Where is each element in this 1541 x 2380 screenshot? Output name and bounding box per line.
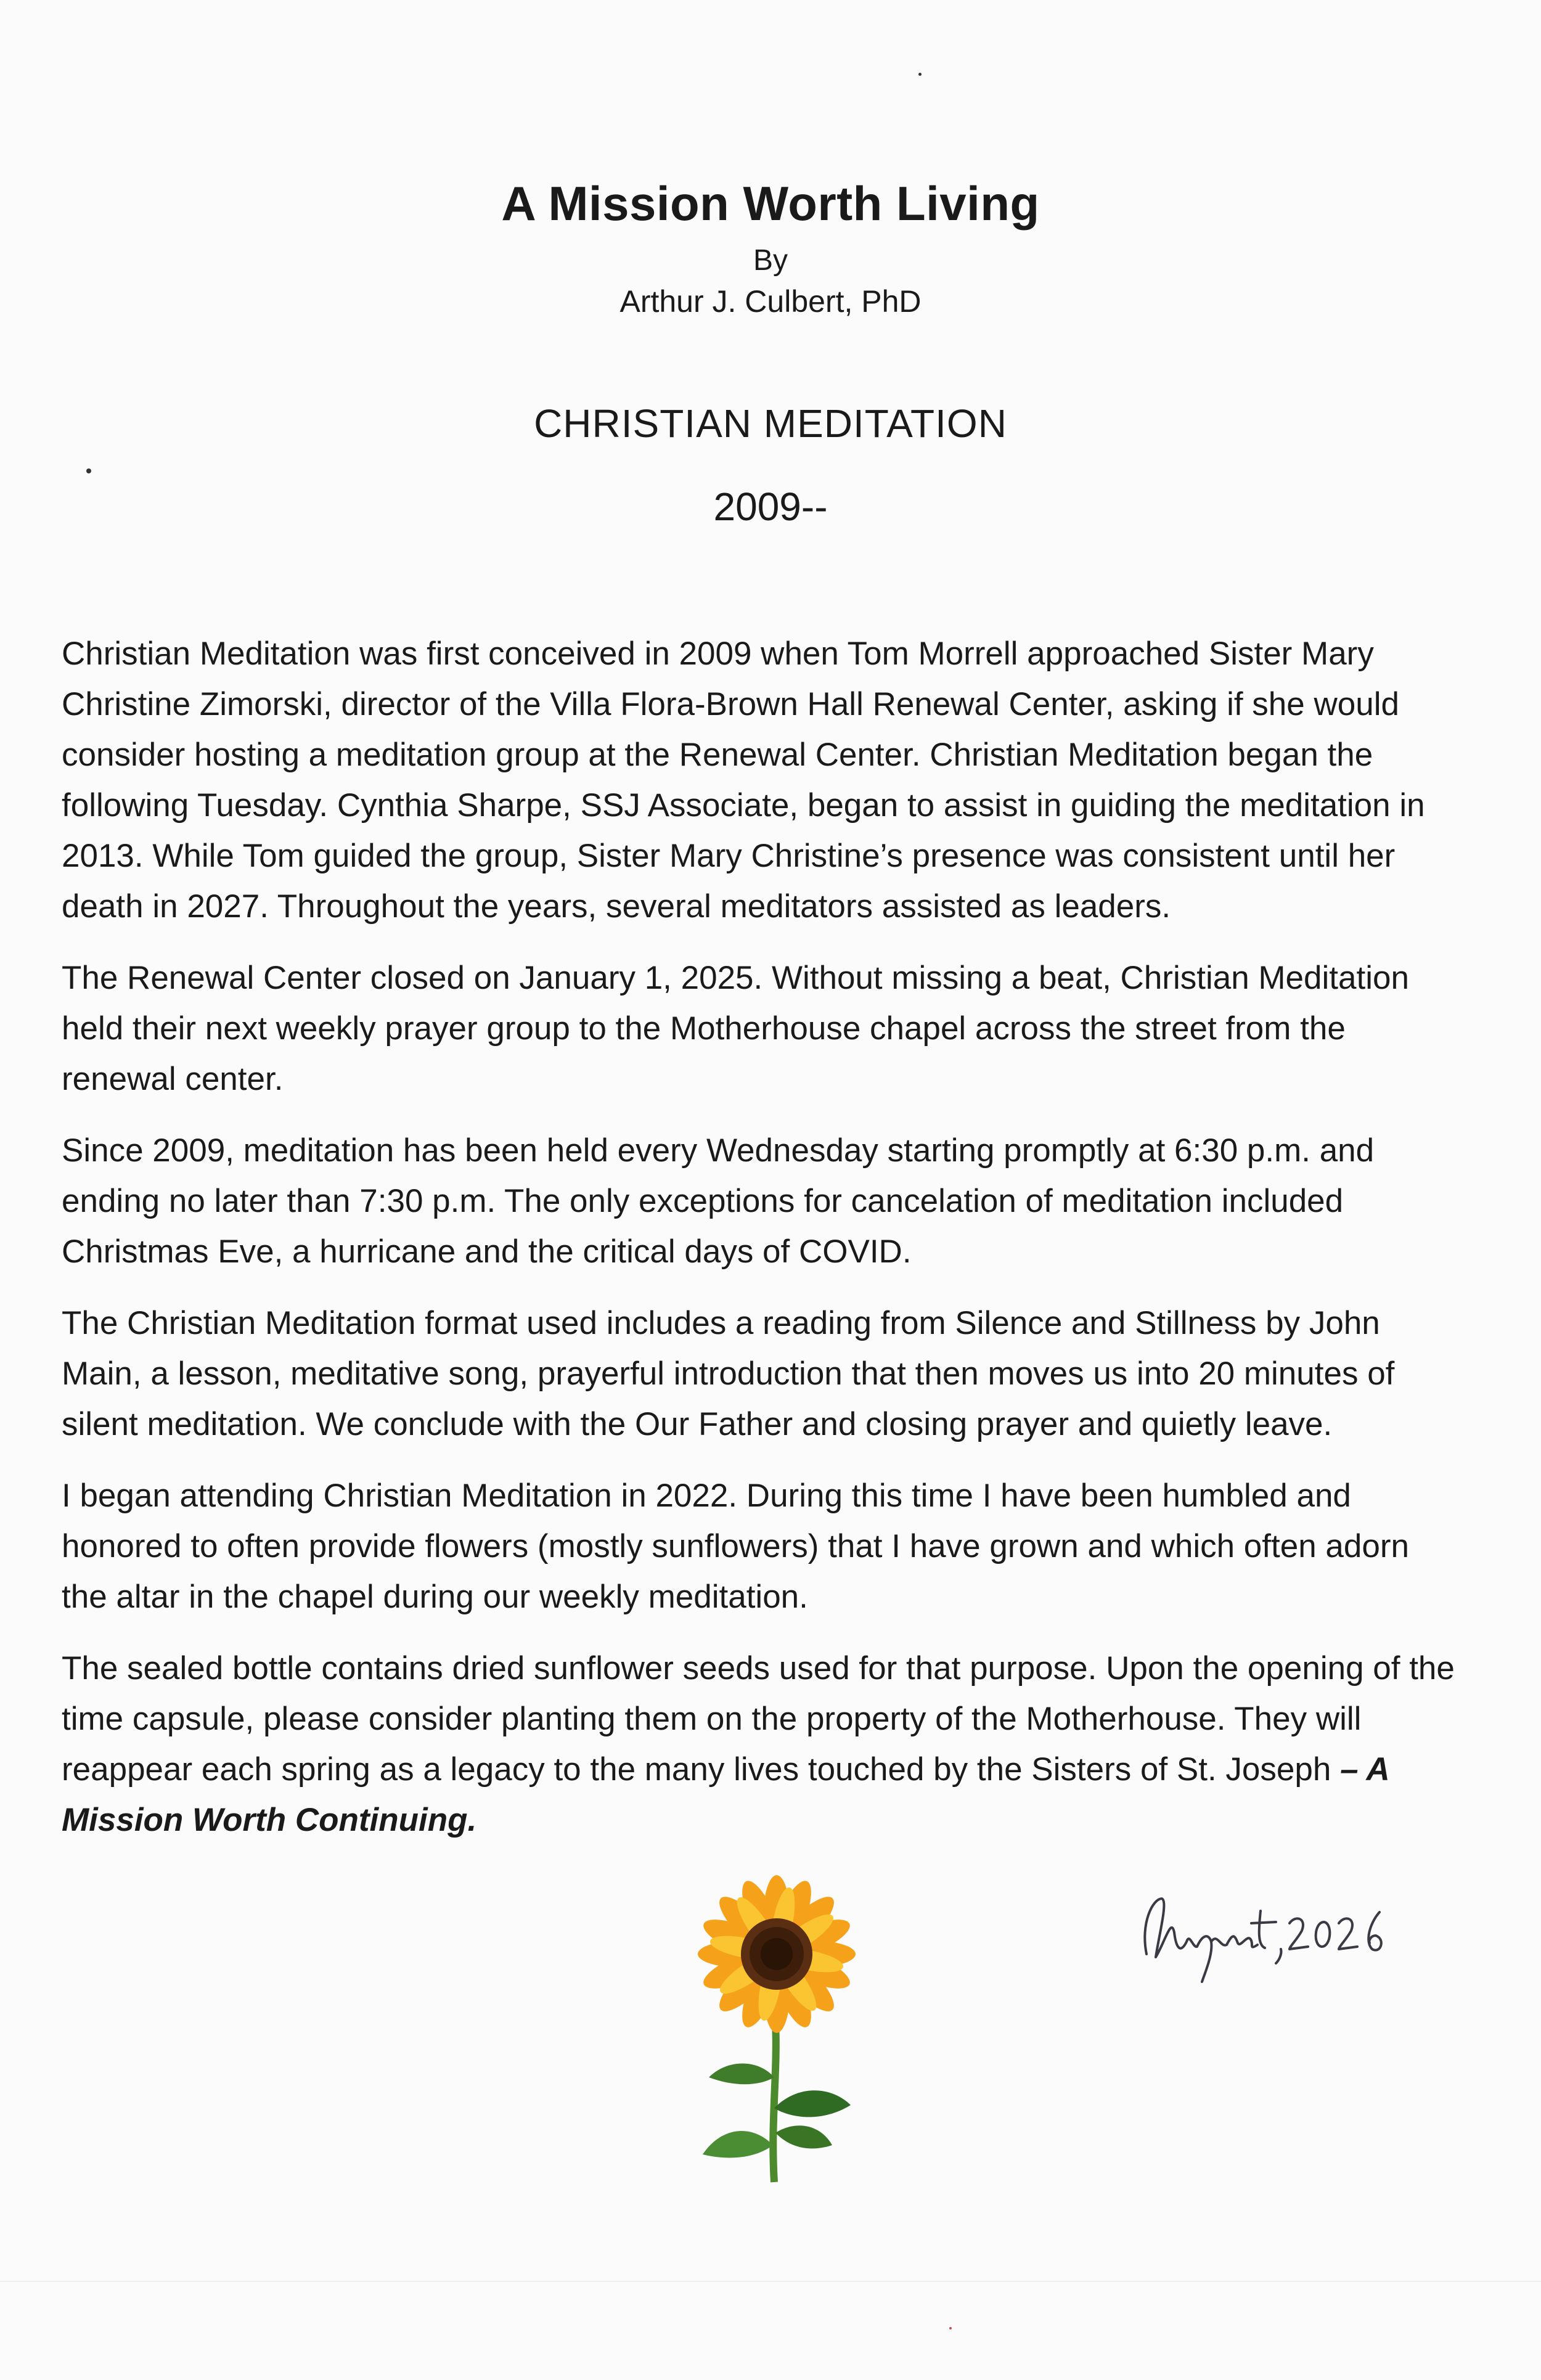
document-body <box>62 629 1455 1867</box>
closing-paragraph-text: The sealed bottle contains dried sunflower seeds used for that purpose. Upon the opening of the time capsule, please consider planting them on the property of the Motherhouse. They will reappear each spring as a legacy to the many lives touched by the Sisters of St. Joseph <box>62 1650 1455 1788</box>
scan-speck <box>918 73 922 76</box>
closing-emphasis: A Mission Worth Continuing. <box>62 1751 1389 1838</box>
paragraph: I began attending Christian Meditation in 2022. During this time I have been humbled and honored to often provide flowers (mostly sunflowers) that I have grown and which often adorn the altar in the chapel during our weekly meditation. <box>62 1478 1409 1615</box>
document-title: A Mission Worth Living <box>501 176 1040 231</box>
paragraph: The Christian Meditation format used includes a reading from Silence and Stillness by John Main, a lesson, meditative song, prayerful introduction that then moves us into 20 minutes of silent meditation. We conclude with the Our Father and closing prayer and quietly leave. <box>62 1305 1395 1442</box>
page-edge <box>0 2281 1541 2282</box>
paragraph: Christian Meditation was first conceived in 2009 when Tom Morrell approached Sister Mary Christine Zimorski, director of the Villa Flora-Brown Hall Renewal Center, asking if she would consider hosting a meditation group at the Renewal Center. Christian Meditation began the following Tuesday. Cynthia Sharpe, SSJ Associate, began to assist in guiding the meditation in 2013. While Tom guided the group, Sister Mary Christine’s presence was consistent until her death in 2027. Throughout the years, several meditators assisted as leaders. <box>62 636 1425 925</box>
scan-speck <box>949 2327 952 2329</box>
handwritten-signature <box>1128 1874 1399 1991</box>
author-name: Arthur J. Culbert, PhD <box>619 284 922 319</box>
sunflower-image <box>666 1874 888 2188</box>
paragraph: The Renewal Center closed on January 1, 2025. Without missing a beat, Christian Meditation held their next weekly prayer group to the Motherhouse chapel across the street from the renewal center. <box>62 960 1409 1097</box>
paragraph: Since 2009, meditation has been held every Wednesday starting promptly at 6:30 p.m. and ending no later than 7:30 p.m. The only exceptions for cancelation of meditation included Christmas Eve, a hurricane and the critical days of COVID. <box>62 1132 1375 1270</box>
byline-label: By <box>753 244 788 277</box>
section-title: CHRISTIAN MEDITATION <box>534 401 1007 446</box>
scan-speck <box>86 468 91 473</box>
section-years: 2009-- <box>713 485 828 529</box>
closing-paragraph <box>62 1643 1455 1846</box>
closing-dash: – <box>1340 1751 1367 1788</box>
